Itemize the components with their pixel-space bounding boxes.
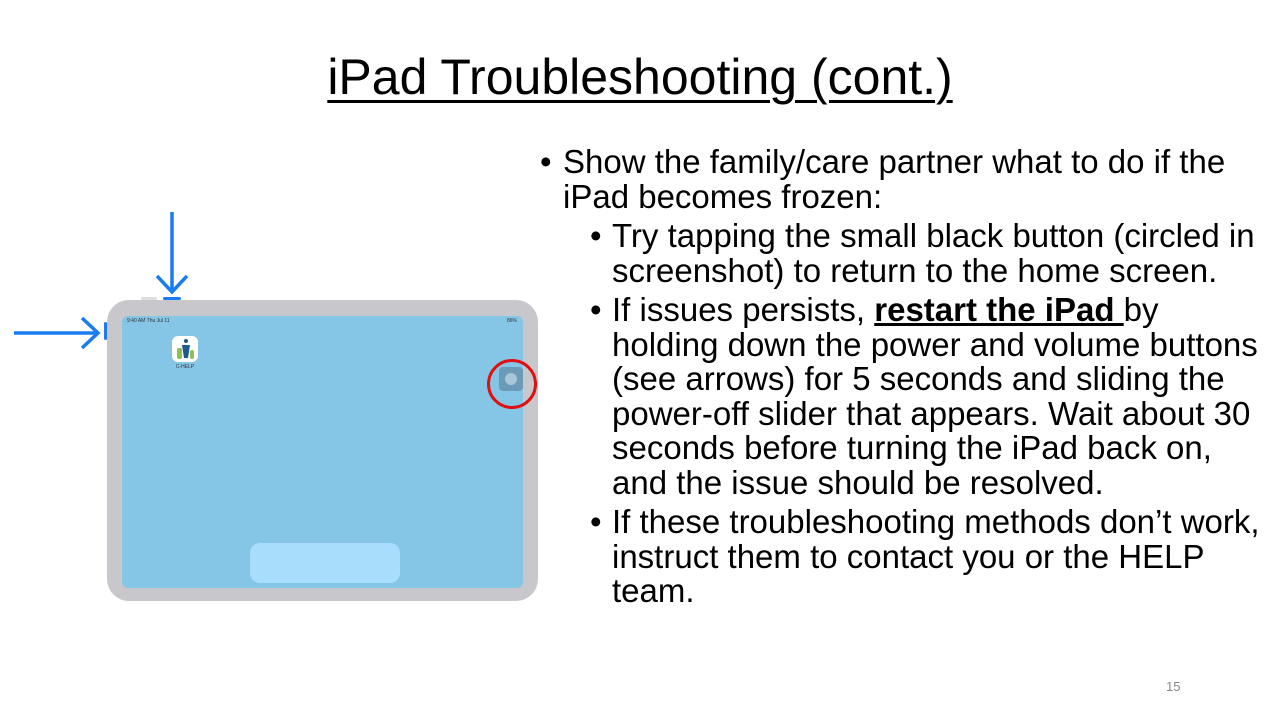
bullet-contact: • If these troubleshooting methods don’t work, instruct them to contact you or the HELP team. (590, 505, 1260, 609)
bullet-main: • Show the family/care partner what to do if the iPad becomes frozen: (540, 145, 1260, 214)
arrow-right-icon (14, 318, 98, 348)
bullet-list (540, 145, 1260, 609)
page-number: 15 (1166, 679, 1181, 694)
arrows (0, 0, 300, 360)
restart-post: by holding down the power and volume buttons (see arrows) for 5 seconds and sliding the power-off slider that appears. Wait about 30 seconds before turning the iPad back on, and the issue should be resolved. (612, 291, 1258, 501)
restart-emphasis: restart the iPad (874, 291, 1124, 328)
restart-pre: If issues persists, (612, 291, 875, 328)
slide-title: iPad Troubleshooting (cont.) (327, 49, 953, 105)
dock (250, 543, 400, 583)
status-time: 9:40 AM Thu Jul 11 (127, 318, 170, 324)
bullet-tap-button: • Try tapping the small black button (circled in screenshot) to return to the home screen. (590, 219, 1260, 288)
highlight-circle (487, 359, 537, 409)
status-battery: 86% (506, 318, 517, 324)
app-label: C-HELP (175, 364, 195, 370)
arrow-down-icon (157, 212, 187, 292)
bullet-restart (590, 293, 1260, 500)
